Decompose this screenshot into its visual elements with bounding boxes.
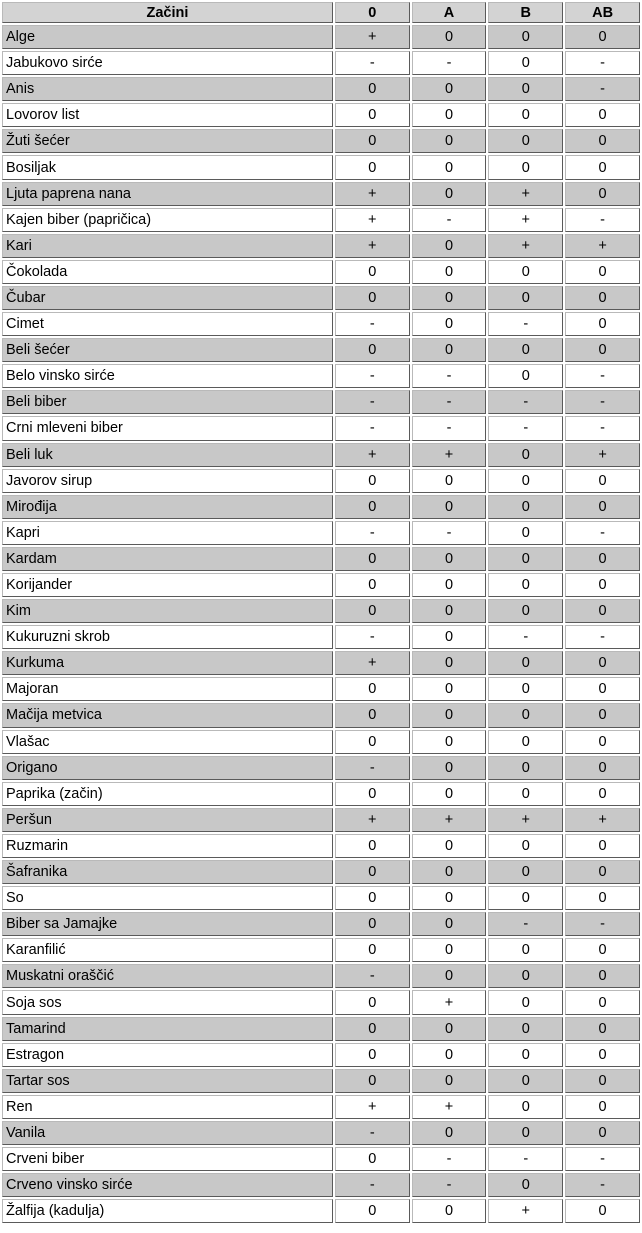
header-spice: Začini — [2, 2, 333, 23]
type-b-cell: - — [488, 625, 563, 649]
table-row — [2, 469, 640, 493]
type-ab-cell: - — [565, 51, 640, 75]
spice-name-cell: Beli šećer — [2, 338, 333, 362]
type-b-cell: - — [488, 912, 563, 936]
type-b-cell: 0 — [488, 756, 563, 780]
type-ab-cell: 0 — [565, 990, 640, 1014]
type-a-cell: 0 — [412, 756, 487, 780]
type-b-cell: - — [488, 1147, 563, 1171]
type-b-cell: 0 — [488, 1121, 563, 1145]
table-row — [2, 416, 640, 440]
spice-name-cell: Tartar sos — [2, 1069, 333, 1093]
type-a-cell: 0 — [412, 730, 487, 754]
type-a-cell: 0 — [412, 860, 487, 884]
table-row — [2, 129, 640, 153]
type-0-cell: 0 — [335, 886, 410, 910]
type-ab-cell: - — [565, 1173, 640, 1197]
type-0-cell: - — [335, 416, 410, 440]
table-row — [2, 103, 640, 127]
type-ab-cell: - — [565, 77, 640, 101]
type-b-cell: 0 — [488, 25, 563, 49]
type-0-cell: 0 — [335, 495, 410, 519]
type-b-cell: 0 — [488, 364, 563, 388]
type-0-cell: 0 — [335, 703, 410, 727]
type-a-cell: 0 — [412, 234, 487, 258]
table-row — [2, 547, 640, 571]
type-a-cell: - — [412, 1147, 487, 1171]
type-0-cell: - — [335, 521, 410, 545]
spice-name-cell: Ren — [2, 1095, 333, 1119]
type-b-cell: 0 — [488, 286, 563, 310]
header-type-b: B — [488, 2, 563, 23]
table-row — [2, 860, 640, 884]
type-a-cell: 0 — [412, 1043, 487, 1067]
type-a-cell: - — [412, 521, 487, 545]
type-0-cell: 0 — [335, 912, 410, 936]
type-a-cell: + — [412, 808, 487, 832]
type-0-cell: - — [335, 964, 410, 988]
spice-name-cell: Mačija metvica — [2, 703, 333, 727]
type-b-cell: 0 — [488, 51, 563, 75]
type-0-cell: + — [335, 25, 410, 49]
type-a-cell: 0 — [412, 338, 487, 362]
spice-name-cell: Muskatni oraščić — [2, 964, 333, 988]
type-0-cell: + — [335, 651, 410, 675]
table-row — [2, 677, 640, 701]
table-row — [2, 286, 640, 310]
type-a-cell: 0 — [412, 677, 487, 701]
type-0-cell: 0 — [335, 77, 410, 101]
type-ab-cell: - — [565, 416, 640, 440]
type-ab-cell: 0 — [565, 756, 640, 780]
type-0-cell: 0 — [335, 286, 410, 310]
type-0-cell: + — [335, 443, 410, 467]
type-b-cell: 0 — [488, 677, 563, 701]
type-b-cell: - — [488, 416, 563, 440]
spice-name-cell: Tamarind — [2, 1017, 333, 1041]
type-0-cell: 0 — [335, 1199, 410, 1223]
spice-name-cell: Anis — [2, 77, 333, 101]
type-ab-cell: 0 — [565, 834, 640, 858]
type-ab-cell: 0 — [565, 103, 640, 127]
type-ab-cell: 0 — [565, 886, 640, 910]
type-a-cell: - — [412, 208, 487, 232]
type-0-cell: - — [335, 364, 410, 388]
type-0-cell: 0 — [335, 990, 410, 1014]
type-ab-cell: - — [565, 521, 640, 545]
type-b-cell: 0 — [488, 860, 563, 884]
type-b-cell: 0 — [488, 1043, 563, 1067]
table-row — [2, 1069, 640, 1093]
type-a-cell: 0 — [412, 286, 487, 310]
spice-name-cell: Majoran — [2, 677, 333, 701]
spice-name-cell: Jabukovo sirće — [2, 51, 333, 75]
table-row — [2, 182, 640, 206]
type-a-cell: 0 — [412, 1069, 487, 1093]
type-0-cell: + — [335, 1095, 410, 1119]
type-0-cell: + — [335, 234, 410, 258]
type-a-cell: 0 — [412, 260, 487, 284]
type-b-cell: 0 — [488, 338, 563, 362]
spice-name-cell: Kajen biber (papričica) — [2, 208, 333, 232]
type-b-cell: 0 — [488, 547, 563, 571]
type-b-cell: 0 — [488, 260, 563, 284]
type-b-cell: 0 — [488, 782, 563, 806]
type-b-cell: 0 — [488, 599, 563, 623]
spice-name-cell: Kim — [2, 599, 333, 623]
type-b-cell: 0 — [488, 1017, 563, 1041]
type-b-cell: 0 — [488, 103, 563, 127]
type-ab-cell: 0 — [565, 730, 640, 754]
type-b-cell: 0 — [488, 155, 563, 179]
type-a-cell: 0 — [412, 886, 487, 910]
type-a-cell: 0 — [412, 1121, 487, 1145]
type-a-cell: - — [412, 51, 487, 75]
type-ab-cell: 0 — [565, 338, 640, 362]
type-0-cell: 0 — [335, 129, 410, 153]
type-0-cell: 0 — [335, 677, 410, 701]
type-b-cell: 0 — [488, 651, 563, 675]
type-ab-cell: - — [565, 625, 640, 649]
type-ab-cell: + — [565, 234, 640, 258]
type-a-cell: 0 — [412, 129, 487, 153]
type-b-cell: + — [488, 1199, 563, 1223]
type-ab-cell: - — [565, 208, 640, 232]
spice-name-cell: Karanfilić — [2, 938, 333, 962]
type-a-cell: 0 — [412, 625, 487, 649]
spice-name-cell: Crveno vinsko sirće — [2, 1173, 333, 1197]
table-row — [2, 312, 640, 336]
table-row — [2, 625, 640, 649]
table-row — [2, 599, 640, 623]
type-0-cell: 0 — [335, 260, 410, 284]
type-a-cell: 0 — [412, 938, 487, 962]
type-ab-cell: 0 — [565, 703, 640, 727]
type-ab-cell: 0 — [565, 1095, 640, 1119]
type-b-cell: 0 — [488, 469, 563, 493]
type-a-cell: 0 — [412, 495, 487, 519]
type-0-cell: - — [335, 756, 410, 780]
type-ab-cell: 0 — [565, 286, 640, 310]
type-0-cell: 0 — [335, 469, 410, 493]
type-a-cell: 0 — [412, 25, 487, 49]
table-row — [2, 756, 640, 780]
type-b-cell: 0 — [488, 443, 563, 467]
type-ab-cell: 0 — [565, 782, 640, 806]
type-b-cell: + — [488, 182, 563, 206]
type-0-cell: 0 — [335, 155, 410, 179]
type-0-cell: - — [335, 625, 410, 649]
table-row — [2, 1017, 640, 1041]
type-b-cell: 0 — [488, 1069, 563, 1093]
type-ab-cell: - — [565, 390, 640, 414]
table-row — [2, 1147, 640, 1171]
type-ab-cell: 0 — [565, 469, 640, 493]
type-ab-cell: 0 — [565, 182, 640, 206]
type-a-cell: - — [412, 390, 487, 414]
table-row — [2, 1043, 640, 1067]
spice-name-cell: Šafranika — [2, 860, 333, 884]
type-0-cell: 0 — [335, 1017, 410, 1041]
type-ab-cell: 0 — [565, 155, 640, 179]
table-row — [2, 443, 640, 467]
type-b-cell: 0 — [488, 129, 563, 153]
header-type-0: 0 — [335, 2, 410, 23]
table-row — [2, 338, 640, 362]
type-0-cell: - — [335, 1121, 410, 1145]
spice-name-cell: Bosiljak — [2, 155, 333, 179]
type-ab-cell: 0 — [565, 1069, 640, 1093]
type-0-cell: 0 — [335, 782, 410, 806]
table-row — [2, 938, 640, 962]
table-row — [2, 834, 640, 858]
type-a-cell: 0 — [412, 103, 487, 127]
type-b-cell: 0 — [488, 938, 563, 962]
table-row — [2, 782, 640, 806]
type-ab-cell: 0 — [565, 860, 640, 884]
spice-name-cell: Čubar — [2, 286, 333, 310]
table-row — [2, 912, 640, 936]
type-b-cell: + — [488, 234, 563, 258]
table-body — [2, 25, 640, 1223]
type-a-cell: 0 — [412, 155, 487, 179]
type-0-cell: 0 — [335, 338, 410, 362]
type-ab-cell: + — [565, 808, 640, 832]
type-b-cell: 0 — [488, 703, 563, 727]
table-row — [2, 208, 640, 232]
spice-name-cell: Vlašac — [2, 730, 333, 754]
type-a-cell: 0 — [412, 469, 487, 493]
type-a-cell: 0 — [412, 834, 487, 858]
type-a-cell: 0 — [412, 651, 487, 675]
type-ab-cell: 0 — [565, 651, 640, 675]
type-ab-cell: - — [565, 1147, 640, 1171]
spice-name-cell: Ruzmarin — [2, 834, 333, 858]
type-a-cell: 0 — [412, 912, 487, 936]
type-a-cell: - — [412, 1173, 487, 1197]
spice-name-cell: So — [2, 886, 333, 910]
type-0-cell: 0 — [335, 834, 410, 858]
type-ab-cell: - — [565, 364, 640, 388]
type-0-cell: 0 — [335, 547, 410, 571]
type-a-cell: - — [412, 364, 487, 388]
spice-name-cell: Crveni biber — [2, 1147, 333, 1171]
table-row — [2, 51, 640, 75]
table-row — [2, 1199, 640, 1223]
type-ab-cell: 0 — [565, 1017, 640, 1041]
table-row — [2, 964, 640, 988]
spice-name-cell: Peršun — [2, 808, 333, 832]
type-0-cell: 0 — [335, 1147, 410, 1171]
type-b-cell: 0 — [488, 521, 563, 545]
type-a-cell: - — [412, 416, 487, 440]
type-a-cell: 0 — [412, 703, 487, 727]
type-0-cell: - — [335, 312, 410, 336]
header-type-a: A — [412, 2, 487, 23]
header-row — [2, 2, 640, 23]
table-row — [2, 77, 640, 101]
spice-name-cell: Kukuruzni skrob — [2, 625, 333, 649]
type-0-cell: + — [335, 208, 410, 232]
header-type-ab: AB — [565, 2, 640, 23]
type-0-cell: - — [335, 51, 410, 75]
type-a-cell: 0 — [412, 599, 487, 623]
type-0-cell: - — [335, 390, 410, 414]
table-row — [2, 1095, 640, 1119]
table-row — [2, 808, 640, 832]
spice-name-cell: Soja sos — [2, 990, 333, 1014]
spice-name-cell: Estragon — [2, 1043, 333, 1067]
spice-name-cell: Belo vinsko sirće — [2, 364, 333, 388]
type-a-cell: 0 — [412, 1017, 487, 1041]
type-b-cell: - — [488, 312, 563, 336]
type-b-cell: 0 — [488, 1173, 563, 1197]
type-a-cell: 0 — [412, 547, 487, 571]
type-a-cell: 0 — [412, 964, 487, 988]
table-row — [2, 390, 640, 414]
type-0-cell: 0 — [335, 1069, 410, 1093]
type-ab-cell: 0 — [565, 129, 640, 153]
table-row — [2, 155, 640, 179]
type-b-cell: 0 — [488, 495, 563, 519]
table-row — [2, 651, 640, 675]
type-ab-cell: 0 — [565, 1043, 640, 1067]
type-ab-cell: 0 — [565, 312, 640, 336]
table-row — [2, 234, 640, 258]
type-ab-cell: 0 — [565, 25, 640, 49]
type-a-cell: + — [412, 1095, 487, 1119]
type-0-cell: + — [335, 182, 410, 206]
type-b-cell: 0 — [488, 573, 563, 597]
spice-name-cell: Vanila — [2, 1121, 333, 1145]
type-0-cell: 0 — [335, 860, 410, 884]
table-row — [2, 730, 640, 754]
table-row — [2, 703, 640, 727]
type-0-cell: 0 — [335, 938, 410, 962]
spice-name-cell: Ljuta paprena nana — [2, 182, 333, 206]
spice-name-cell: Biber sa Jamajke — [2, 912, 333, 936]
type-ab-cell: 0 — [565, 964, 640, 988]
type-ab-cell: + — [565, 443, 640, 467]
spice-name-cell: Crni mleveni biber — [2, 416, 333, 440]
table-row — [2, 25, 640, 49]
spice-name-cell: Origano — [2, 756, 333, 780]
type-ab-cell: 0 — [565, 573, 640, 597]
spice-name-cell: Žalfija (kadulja) — [2, 1199, 333, 1223]
table-row — [2, 1121, 640, 1145]
table-row — [2, 521, 640, 545]
spice-name-cell: Paprika (začin) — [2, 782, 333, 806]
type-b-cell: 0 — [488, 730, 563, 754]
type-0-cell: 0 — [335, 1043, 410, 1067]
type-ab-cell: 0 — [565, 1121, 640, 1145]
type-0-cell: - — [335, 1173, 410, 1197]
type-ab-cell: 0 — [565, 1199, 640, 1223]
type-0-cell: 0 — [335, 573, 410, 597]
type-a-cell: 0 — [412, 573, 487, 597]
type-b-cell: + — [488, 208, 563, 232]
type-b-cell: 0 — [488, 964, 563, 988]
type-ab-cell: 0 — [565, 938, 640, 962]
spice-name-cell: Kari — [2, 234, 333, 258]
spice-name-cell: Kardam — [2, 547, 333, 571]
spice-name-cell: Kapri — [2, 521, 333, 545]
table-row — [2, 364, 640, 388]
type-a-cell: 0 — [412, 77, 487, 101]
type-b-cell: - — [488, 390, 563, 414]
spice-name-cell: Mirođija — [2, 495, 333, 519]
type-a-cell: 0 — [412, 312, 487, 336]
spice-name-cell: Cimet — [2, 312, 333, 336]
spice-name-cell: Javorov sirup — [2, 469, 333, 493]
spice-name-cell: Kurkuma — [2, 651, 333, 675]
type-b-cell: 0 — [488, 77, 563, 101]
type-0-cell: 0 — [335, 599, 410, 623]
type-a-cell: + — [412, 443, 487, 467]
type-ab-cell: - — [565, 912, 640, 936]
table-row — [2, 260, 640, 284]
type-b-cell: 0 — [488, 834, 563, 858]
type-ab-cell: 0 — [565, 260, 640, 284]
table-row — [2, 573, 640, 597]
table-row — [2, 1173, 640, 1197]
spice-name-cell: Čokolada — [2, 260, 333, 284]
type-0-cell: + — [335, 808, 410, 832]
type-a-cell: 0 — [412, 182, 487, 206]
type-ab-cell: 0 — [565, 547, 640, 571]
type-a-cell: + — [412, 990, 487, 1014]
type-a-cell: 0 — [412, 782, 487, 806]
spice-name-cell: Korijander — [2, 573, 333, 597]
spice-name-cell: Beli biber — [2, 390, 333, 414]
type-b-cell: 0 — [488, 1095, 563, 1119]
spice-name-cell: Alge — [2, 25, 333, 49]
type-ab-cell: 0 — [565, 495, 640, 519]
table-row — [2, 495, 640, 519]
spice-name-cell: Beli luk — [2, 443, 333, 467]
type-a-cell: 0 — [412, 1199, 487, 1223]
table-row — [2, 990, 640, 1014]
type-0-cell: 0 — [335, 103, 410, 127]
spice-name-cell: Žuti šećer — [2, 129, 333, 153]
type-b-cell: 0 — [488, 990, 563, 1014]
type-b-cell: + — [488, 808, 563, 832]
type-ab-cell: 0 — [565, 599, 640, 623]
type-0-cell: 0 — [335, 730, 410, 754]
type-ab-cell: 0 — [565, 677, 640, 701]
table-row — [2, 886, 640, 910]
type-b-cell: 0 — [488, 886, 563, 910]
spice-name-cell: Lovorov list — [2, 103, 333, 127]
